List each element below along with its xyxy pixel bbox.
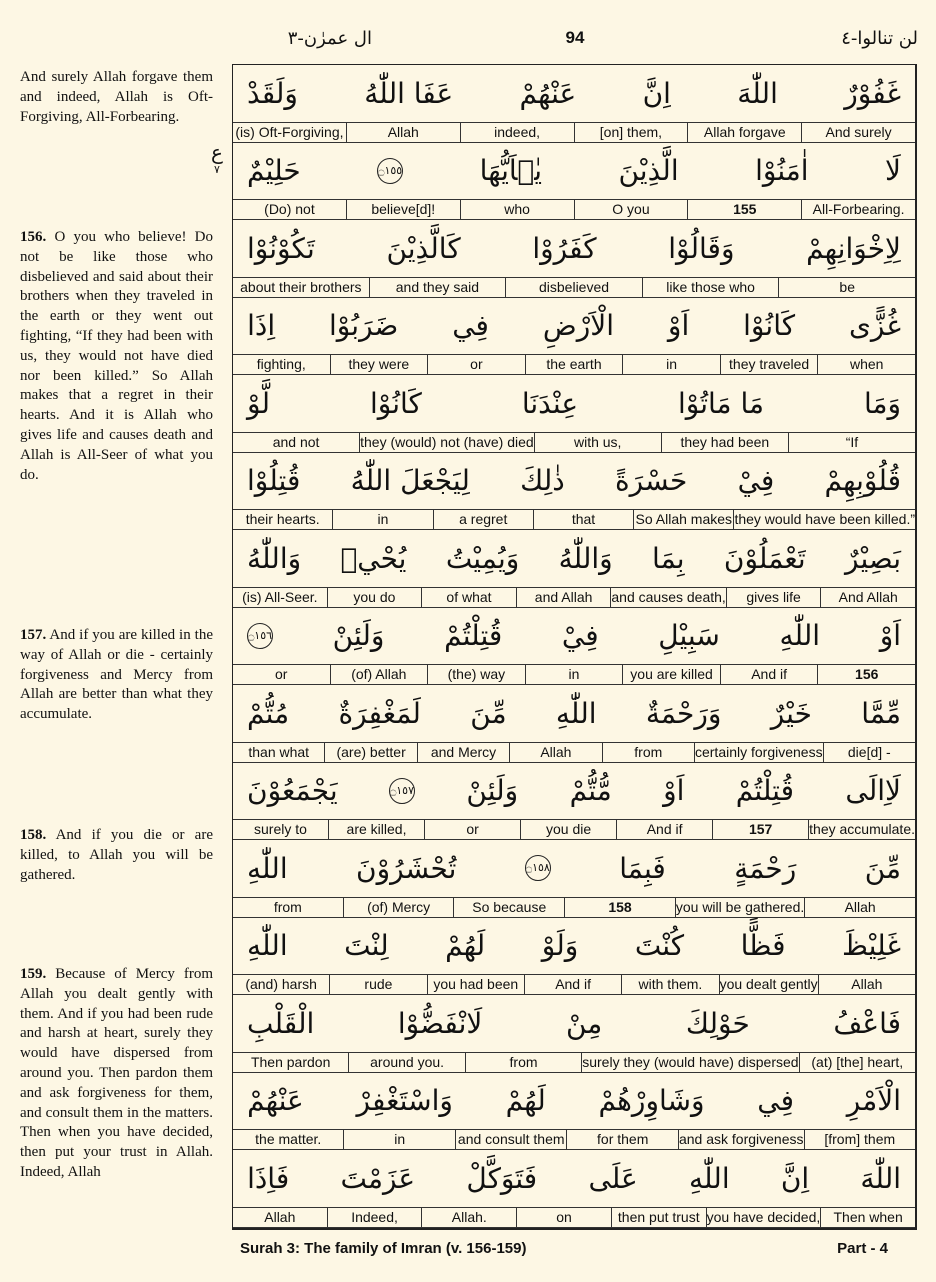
arabic-word: اٰمَنُوْا — [755, 154, 809, 187]
arabic-word: غُزًّى — [848, 309, 901, 342]
gloss-cell: from — [602, 743, 694, 762]
arabic-word: غَلِيْظَ — [842, 929, 901, 962]
gloss-cell: they were — [330, 355, 428, 374]
gloss-cell: (and) harsh — [245, 976, 317, 992]
translation-verse-158: 158. And if you die or are killed, to Allah you will be gathered. — [20, 827, 213, 883]
gloss-cell: for them — [566, 1130, 678, 1149]
gloss-cell: certainly forgiveness — [694, 743, 823, 760]
gloss-cell: (is) Oft-Forgiving, — [235, 123, 344, 140]
page-number: 94 — [565, 28, 585, 47]
arabic-line — [233, 995, 915, 1051]
arabic-word: بِمَا — [652, 541, 685, 575]
gloss-cell: you die — [520, 820, 616, 839]
gloss-cell: like those who — [642, 278, 779, 297]
verse-number-cell: 155 — [687, 200, 801, 219]
verse-end-marker: ۝١٥٧ — [389, 778, 415, 804]
verse-number-cell: 158 — [564, 898, 675, 917]
arabic-line — [233, 298, 915, 354]
gloss-cell: O you — [574, 200, 688, 219]
gloss-line — [233, 1052, 915, 1072]
arabic-word: الْاَمْرِ — [846, 1084, 901, 1117]
gloss-cell: you will be gathered. — [675, 898, 805, 915]
gloss-cell: the matter. — [255, 1131, 322, 1147]
gloss-cell: on — [516, 1208, 611, 1227]
arabic-line — [233, 1150, 915, 1206]
grid-row — [233, 608, 915, 686]
gloss-line — [233, 819, 915, 839]
gloss-cell: [from] them — [804, 1130, 916, 1149]
gloss-cell: they (would) not (have) died — [360, 433, 534, 450]
grid-row — [233, 453, 915, 531]
arabic-line — [233, 65, 915, 121]
gloss-cell: rude — [329, 975, 426, 994]
arabic-word: اِنَّ — [780, 1161, 810, 1195]
gloss-cell: Allah — [346, 123, 460, 142]
arabic-word: قُلُوْبِهِمْ — [824, 464, 901, 497]
gloss-cell: they traveled — [720, 355, 818, 374]
arabic-word: تَعْمَلُوْنَ — [723, 541, 806, 575]
grid-row — [233, 65, 915, 143]
arabic-word: فِي — [757, 1084, 795, 1117]
arabic-word: لِاِخْوَانِهِمْ — [806, 231, 901, 265]
arabic-word: حَلِيْمٌ — [247, 154, 301, 187]
arabic-word: اللّٰهِ — [779, 619, 821, 652]
arabic-word: مِنْ — [565, 1006, 603, 1040]
arabic-word: رَحْمَةٍ — [734, 851, 797, 885]
gloss-line — [233, 664, 915, 684]
arabic-word: ضَرَبُوْا — [329, 309, 399, 342]
gloss-cell: they had been — [661, 433, 788, 452]
gloss-cell: gives life — [726, 588, 821, 607]
gloss-line — [233, 742, 915, 762]
gloss-line — [233, 199, 915, 219]
arabic-word: فِي — [452, 309, 489, 342]
gloss-cell: surely to — [254, 821, 307, 837]
arabic-word: لَمَغْفِرَةٌ — [338, 696, 421, 730]
arabic-line — [233, 840, 915, 896]
gloss-cell: Allah — [264, 1208, 296, 1225]
arabic-word: عَنْهُمْ — [519, 76, 577, 110]
arabic-word: اَوْ — [663, 774, 685, 807]
grid-row — [233, 375, 915, 453]
gloss-cell: they would have been killed.” — [734, 511, 915, 527]
gloss-line — [233, 122, 915, 142]
arabic-word: وَلَوْ — [541, 929, 579, 962]
gloss-cell: from — [465, 1053, 581, 1072]
gloss-cell: in — [525, 665, 623, 684]
arabic-word: كَالَّذِيْنَ — [386, 231, 461, 265]
arabic-word: الْقَلْبِ — [247, 1006, 315, 1040]
gloss-line — [233, 354, 915, 374]
translation-verse-155: And surely Allah forgave them and indeed, Allah is Oft-Forgiving, All-Forbearing. — [20, 69, 213, 125]
arabic-line — [233, 763, 915, 819]
gloss-cell: you are killed — [622, 665, 720, 684]
gloss-cell: die[d] - — [823, 743, 915, 762]
grid-row — [233, 143, 915, 221]
arabic-word: قُتِلُوْا — [247, 464, 301, 497]
gloss-cell: [on] them, — [574, 123, 688, 142]
arabic-word: قُتِلْتُمْ — [735, 774, 794, 807]
ruku-mark: ع ٧ — [211, 140, 223, 176]
gloss-cell: Allah — [818, 975, 915, 994]
grid-row — [233, 685, 915, 763]
gloss-line — [233, 509, 915, 529]
arabic-word: وَرَحْمَةٌ — [645, 696, 722, 730]
arabic-word: خَيْرٌ — [770, 696, 812, 730]
arabic-line — [233, 375, 915, 431]
arabic-word: حَسْرَةً — [614, 464, 688, 497]
gloss-cell: when — [817, 355, 915, 374]
gloss-cell: be — [778, 278, 915, 297]
gloss-cell: then put trust — [611, 1208, 706, 1227]
arabic-word: عَفَا اللّٰهُ — [364, 76, 454, 110]
gloss-cell: Then pardon — [250, 1053, 331, 1070]
gloss-cell: (at) [the] heart, — [799, 1053, 915, 1072]
arabic-word: يُحْيٖ — [340, 541, 407, 575]
verse-end-marker: ۝١٥٨ — [525, 855, 551, 881]
grid-row — [233, 840, 915, 918]
arabic-word: لَهُمْ — [445, 929, 486, 962]
gloss-cell: in — [343, 1130, 455, 1149]
arabic-word: اِذَا — [247, 309, 276, 342]
arabic-word: وَاللّٰهُ — [247, 541, 302, 575]
grid-row — [233, 918, 915, 996]
arabic-line — [233, 1073, 915, 1129]
gloss-cell: And if — [616, 820, 712, 839]
gloss-cell: with us, — [534, 433, 661, 452]
gloss-cell: (of) Allah — [330, 665, 428, 684]
grid-row — [233, 220, 915, 298]
gloss-cell: and not — [272, 433, 320, 450]
arabic-word: اللّٰهِ — [555, 696, 597, 730]
gloss-line — [233, 974, 915, 994]
gloss-cell: you do — [327, 588, 422, 607]
arabic-word: مُّتُّمْ — [569, 774, 612, 807]
arabic-word: وَشَاوِرْهُمْ — [598, 1084, 705, 1117]
gloss-cell: So because — [453, 898, 564, 917]
arabic-word: سَبِيْلِ — [658, 619, 720, 652]
gloss-line — [233, 1207, 915, 1227]
gloss-cell: believe[d]! — [346, 200, 460, 219]
arabic-line — [233, 453, 915, 509]
gloss-cell: And if — [720, 665, 818, 684]
gloss-cell: Allah. — [421, 1208, 516, 1227]
gloss-line — [233, 897, 915, 917]
gloss-cell: So Allah makes — [633, 510, 733, 529]
gloss-cell: or — [427, 355, 525, 374]
arabic-word: اللّٰهَ — [860, 1161, 901, 1195]
gloss-line — [233, 277, 915, 297]
arabic-word: الَّذِيْنَ — [618, 154, 679, 187]
arabic-word: لِنْتَ — [344, 929, 389, 962]
gloss-cell: than what — [248, 743, 310, 760]
gloss-cell: a regret — [433, 510, 533, 529]
gloss-cell: around you. — [348, 1053, 464, 1072]
gloss-cell: And surely — [801, 123, 915, 142]
footer-part: Part - 4 — [837, 1240, 888, 1257]
gloss-cell: and ask forgiveness — [678, 1131, 804, 1147]
arabic-word: كَانُوْا — [743, 309, 796, 342]
gloss-cell: are killed, — [328, 820, 424, 839]
arabic-line — [233, 918, 915, 974]
arabic-word: فَظًّا — [740, 929, 786, 962]
gloss-cell: you had been — [427, 975, 524, 994]
arabic-word: فَاعْفُ — [833, 1006, 901, 1040]
grid-row — [233, 530, 915, 608]
arabic-line — [233, 608, 915, 664]
gloss-cell: fighting, — [256, 356, 306, 372]
gloss-cell: and causes death, — [611, 588, 726, 605]
gloss-cell: in — [622, 355, 720, 374]
arabic-line — [233, 685, 915, 741]
arabic-word: فِيْ — [737, 464, 775, 497]
gloss-cell: Indeed, — [327, 1208, 422, 1227]
gloss-cell: (of) Mercy — [343, 898, 454, 917]
verse-number-cell: 157 — [712, 820, 808, 839]
arabic-word: بَصِيْرٌ — [845, 541, 901, 575]
gloss-cell: that — [533, 510, 633, 529]
arabic-word: ذٰلِكَ — [520, 464, 565, 497]
gloss-cell: Allah forgave — [687, 123, 801, 142]
arabic-word: لِيَجْعَلَ اللّٰهُ — [350, 464, 470, 497]
footer-surah-info: Surah 3: The family of Imran (v. 156-159) — [240, 1240, 527, 1257]
arabic-word: اللّٰهَ — [737, 76, 778, 110]
gloss-cell: (Do) not — [264, 201, 315, 217]
gloss-cell: or — [424, 820, 520, 839]
grid-row — [233, 298, 915, 376]
arabic-word: مِّنَ — [864, 851, 901, 885]
word-by-word-grid — [232, 64, 917, 1230]
arabic-word: لَانْفَضُّوْا — [397, 1006, 483, 1040]
gloss-cell: Then when — [820, 1208, 915, 1227]
grid-row — [233, 1073, 915, 1151]
gloss-cell: indeed, — [460, 123, 574, 142]
translation-verse-156: 156. O you who believe! Do not be like those who disbelieved and said about their brothers when they traveled in the earth or they went out fighting, “If they had been with us, they would not have died nor been killed.” So Allah makes that a regret in their hearts. And it is Allah who gives life and causes death and Allah is All-Seer of what you do. — [20, 229, 213, 483]
gloss-cell: “If — [788, 433, 915, 452]
gloss-cell: or — [275, 666, 288, 682]
arabic-word: تَكُوْنُوْا — [247, 231, 315, 265]
gloss-cell: you dealt gently — [719, 976, 818, 992]
arabic-word: كَانُوْا — [369, 386, 422, 420]
gloss-cell: who — [460, 200, 574, 219]
arabic-word: لَّوْ — [247, 386, 271, 420]
verse-end-marker: ۝١٥٥ — [377, 158, 403, 184]
gloss-cell: and Allah — [516, 588, 611, 607]
gloss-cell: Allah — [509, 743, 601, 762]
arabic-word: وَلَئِنْ — [466, 774, 519, 807]
juz-name-header: لن تنالوا-٤ — [841, 28, 918, 49]
arabic-word: وَلَقَدْ — [247, 76, 298, 110]
gloss-cell: from — [273, 898, 302, 915]
arabic-word: عِنْدَنَا — [521, 386, 579, 420]
arabic-word: فَبِمَا — [619, 851, 666, 885]
translation-verse-159: 159. Because of Mercy from Allah you dealt gently with them. And if you had been rude and harsh at heart, surely they would have dispersed from around you. Then pardon them and ask forgiveness for them, and consult them in the matters. Then when you have decided, then put your trust in Allah. Indeed, Allah — [20, 966, 214, 1180]
gloss-cell: And Allah — [820, 588, 915, 607]
arabic-word: مَا مَاتُوْا — [677, 386, 764, 420]
arabic-word: اَوْ — [667, 309, 690, 342]
arabic-word: وَاللّٰهُ — [558, 541, 613, 575]
gloss-cell: All-Forbearing. — [801, 200, 915, 219]
grid-row — [233, 995, 915, 1073]
arabic-word: حَوْلِكَ — [685, 1006, 750, 1040]
arabic-word: مِّنَ — [470, 696, 507, 730]
arabic-word: الْاَرْضِ — [542, 309, 614, 342]
gloss-cell: and consult them — [455, 1130, 567, 1149]
arabic-word: وَاسْتَغْفِرْ — [356, 1084, 453, 1117]
grid-row — [233, 1150, 915, 1228]
arabic-word: اللّٰهِ — [247, 929, 288, 962]
gloss-line — [233, 432, 915, 452]
gloss-cell: their hearts. — [245, 511, 320, 527]
verse-number-cell: 156 — [817, 665, 915, 684]
gloss-cell: in — [332, 510, 432, 529]
translation-verse-157: 157. And if you are killed in the way of Allah or die - certainly forgiveness and Mercy from Allah are better than what they accumulate. — [20, 627, 213, 723]
arabic-word: كُنْتَ — [634, 929, 685, 962]
arabic-word: عَلَى — [588, 1161, 638, 1195]
arabic-line — [233, 143, 915, 199]
verse-end-marker: ۝١٥٦ — [247, 623, 273, 649]
surah-name-header: ال عمرٰن-٣ — [287, 28, 372, 49]
gloss-cell: (is) All-Seer. — [242, 588, 318, 605]
gloss-cell: disbelieved — [505, 278, 642, 297]
gloss-line — [233, 587, 915, 607]
gloss-cell: of what — [421, 588, 516, 607]
arabic-word: وَمَا — [863, 386, 901, 420]
arabic-word: اِنَّ — [642, 76, 671, 110]
gloss-cell: the earth — [525, 355, 623, 374]
arabic-word: تُحْشَرُوْنَ — [356, 851, 457, 885]
arabic-word: اَوْ — [879, 619, 901, 652]
arabic-word: اللّٰهِ — [247, 851, 288, 885]
arabic-word: فَاِذَا — [247, 1161, 290, 1195]
gloss-cell: about their brothers — [240, 278, 362, 295]
gloss-cell: they accumulate. — [809, 821, 915, 837]
arabic-word: لَا — [885, 154, 901, 187]
arabic-word: لَهُمْ — [505, 1084, 546, 1117]
gloss-cell: with them. — [621, 975, 718, 994]
arabic-word: وَقَالُوْا — [668, 231, 735, 265]
gloss-cell: and Mercy — [417, 743, 509, 762]
arabic-word: يٰۤاَيُّهَا — [479, 154, 543, 187]
arabic-word: اللّٰهِ — [689, 1161, 730, 1195]
arabic-word: يَجْمَعُوْنَ — [247, 774, 338, 807]
gloss-cell: Allah — [804, 898, 915, 917]
gloss-cell: (the) way — [427, 665, 525, 684]
gloss-cell: you have decided, — [706, 1208, 821, 1225]
gloss-cell: (are) better — [324, 743, 416, 762]
arabic-line — [233, 220, 915, 276]
gloss-line — [233, 1129, 915, 1149]
arabic-word: غَفُوْرٌ — [844, 76, 901, 110]
arabic-word: كَفَرُوْا — [532, 231, 597, 265]
arabic-line — [233, 530, 915, 586]
arabic-word: وَلَئِنْ — [332, 619, 385, 652]
arabic-word: مِّمَّا — [861, 696, 901, 730]
arabic-word: لَاِالَى — [845, 774, 901, 807]
arabic-word: عَنْهُمْ — [247, 1084, 304, 1117]
gloss-cell: surely they (would have) dispersed — [582, 1053, 799, 1070]
arabic-word: قُتِلْتُمْ — [444, 619, 503, 652]
grid-row — [233, 763, 915, 841]
arabic-word: مُتُّمْ — [247, 696, 290, 730]
gloss-cell: and they said — [369, 278, 506, 297]
arabic-word: فَتَوَكَّلْ — [466, 1161, 538, 1195]
arabic-word: فِيْ — [561, 619, 599, 652]
gloss-cell: And if — [524, 975, 621, 994]
arabic-word: عَزَمْتَ — [340, 1161, 416, 1195]
arabic-word: وَيُمِيْتُ — [445, 541, 520, 575]
